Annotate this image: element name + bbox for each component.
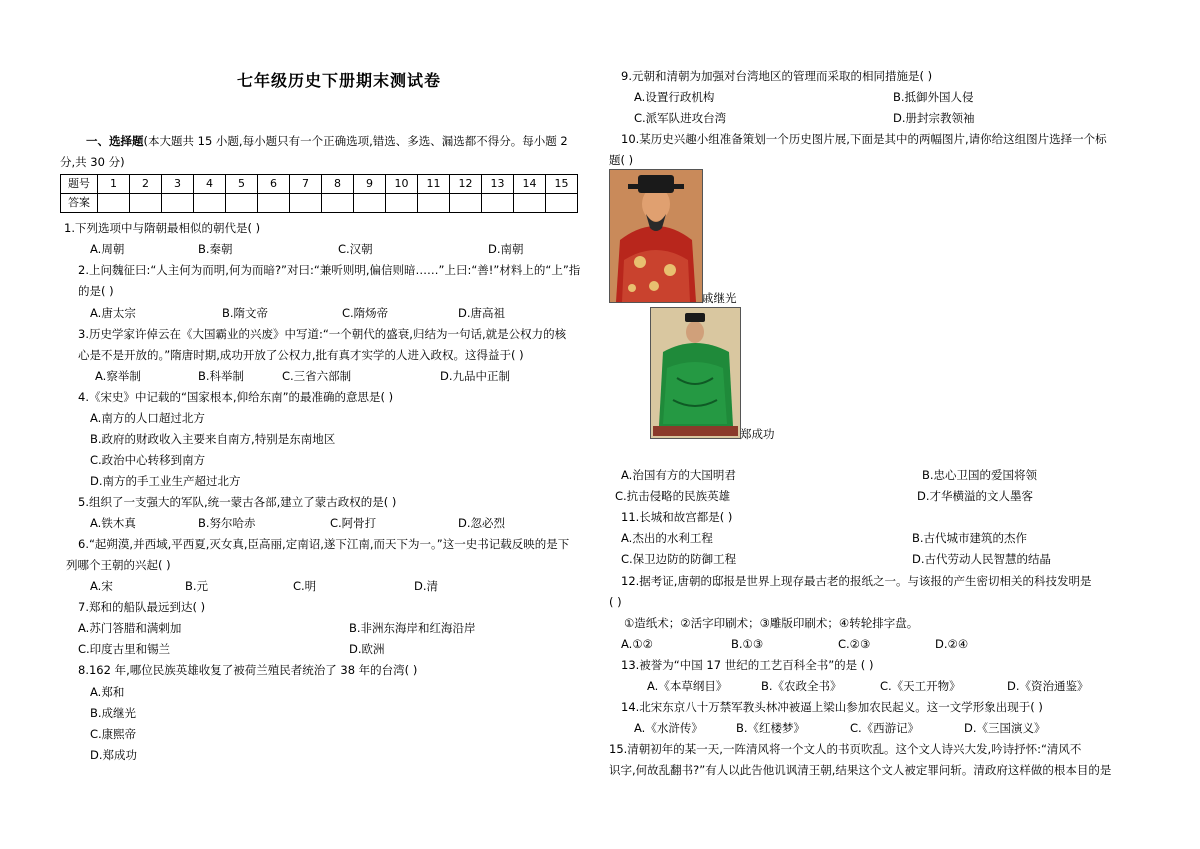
answer-cell[interactable] [546,194,578,213]
answer-cell[interactable] [194,194,226,213]
answer-table-number-row [61,175,578,194]
table-number-cell: 6 [258,175,290,194]
q14-option-a: A.《水浒传》 [634,721,703,735]
question-10-stem-cont: 题( ) [609,153,634,167]
caption-qi-jiguang: 戚继光 [702,291,737,305]
q5-option-b: B.努尔哈赤 [198,516,256,530]
answer-cell[interactable] [322,194,354,213]
table-number-cell: 8 [322,175,354,194]
answer-cell[interactable] [130,194,162,213]
answer-cell[interactable] [482,194,514,213]
table-number-cell: 9 [354,175,386,194]
q12-option-c: C.②③ [838,637,871,651]
question-2-stem-cont: 的是( ) [78,284,114,298]
q3-option-d: D.九品中正制 [440,369,511,383]
table-number-cell: 10 [386,175,418,194]
question-12-stem-cont: ( ) [609,595,622,609]
q7-option-d: D.欧洲 [349,642,385,656]
q12-option-b: B.①③ [731,637,764,651]
q4-option-b: B.政府的财政收入主要来自南方,特别是东南地区 [90,432,336,446]
question-5-stem: 5.组织了一支强大的军队,统一蒙古各部,建立了蒙古政权的是( ) [78,495,397,509]
q1-option-d: D.南朝 [488,242,524,256]
q4-option-d: D.南方的手工业生产超过北方 [90,474,241,488]
table-number-cell: 1 [98,175,130,194]
q1-option-b: B.秦朝 [198,242,233,256]
q8-option-d: D.郑成功 [90,748,138,762]
q10-option-b: B.忠心卫国的爱国将领 [922,468,1038,482]
table-number-cell: 4 [194,175,226,194]
q7-option-c: C.印度古里和锡兰 [78,642,171,656]
portrait-qi-jiguang-image [609,169,703,303]
q9-option-b: B.抵御外国人侵 [893,90,974,104]
section-heading: 一、选择题 [86,134,144,148]
answer-table [60,174,578,213]
answer-table-answer-row [61,194,578,213]
question-15-stem: 15.清朝初年的某一天,一阵清风将一个文人的书页吹乱。这个文人诗兴大发,吟诗抒怀:“清风不 [609,742,1082,756]
answer-cell[interactable] [386,194,418,213]
table-label-answer: 答案 [61,194,98,213]
question-13-stem: 13.被誉为“中国 17 世纪的工艺百科全书”的是 ( ) [621,658,874,672]
q10-option-a: A.治国有方的大国明君 [621,468,736,482]
question-3-stem: 3.历史学家许倬云在《大国霸业的兴废》中写道:“一个朝代的盛衰,归结为一句话,就是公权力的核 [78,327,567,341]
question-10-stem: 10.某历史兴趣小组准备策划一个历史图片展,下面是其中的两幅图片,请你给这组图片选择一个标 [621,132,1107,146]
q6-option-a: A.宋 [90,579,113,593]
table-number-cell: 14 [514,175,546,194]
q4-option-c: C.政治中心转移到南方 [90,453,206,467]
page-title: 七年级历史下册期末测试卷 [237,71,442,90]
question-12-items: ①造纸术；②活字印刷术；③雕版印刷术；④转轮排字盘。 [624,616,919,630]
caption-zheng-chenggong: 郑成功 [740,427,775,441]
q13-option-d: D.《资治通鉴》 [1007,679,1089,693]
q9-option-d: D.册封宗教领袖 [893,111,975,125]
answer-cell[interactable] [258,194,290,213]
answer-cell[interactable] [226,194,258,213]
question-12-stem: 12.据考证,唐朝的邸报是世界上现存最古老的报纸之一。与该报的产生密切相关的科技发明是 [621,574,1092,588]
q2-option-b: B.隋文帝 [222,306,269,320]
q6-option-d: D.清 [414,579,439,593]
q11-option-d: D.古代劳动人民智慧的结晶 [912,552,1052,566]
question-9-stem: 9.元朝和清朝为加强对台湾地区的管理而采取的相同措施是( ) [621,69,933,83]
table-number-cell: 13 [482,175,514,194]
q6-option-b: B.元 [185,579,209,593]
q13-option-a: A.《本草纲目》 [647,679,728,693]
answer-cell[interactable] [450,194,482,213]
q10-option-d: D.才华横溢的文人墨客 [917,489,1034,503]
table-number-cell: 7 [290,175,322,194]
table-number-cell: 15 [546,175,578,194]
q1-option-a: A.周朝 [90,242,125,256]
q14-option-c: C.《西游记》 [850,721,920,735]
answer-cell[interactable] [418,194,450,213]
question-14-stem: 14.北宋东京八十万禁军教头林冲被逼上梁山参加农民起义。这一文学形象出现于( ) [621,700,1043,714]
q5-option-c: C.阿骨打 [330,516,377,530]
q4-option-a: A.南方的人口超过北方 [90,411,205,425]
section-instructions-text: (本大题共 15 小题,每小题只有一个正确选项,错选、多选、漏选都不得分。每小题 2 [143,134,568,148]
question-1-stem: 1.下列选项中与隋朝最相似的朝代是( ) [64,221,261,235]
q11-option-a: A.杰出的水利工程 [621,531,713,545]
question-15-stem-cont: 识字,何故乱翻书?”有人以此告他讥讽清王朝,结果这个文人被定罪问斩。清政府这样做的根本目的是 [609,763,1112,777]
table-number-cell: 5 [226,175,258,194]
q6-option-c: C.明 [293,579,317,593]
q13-option-b: B.《农政全书》 [761,679,842,693]
q14-option-b: B.《红楼梦》 [736,721,806,735]
q12-option-a: A.①② [621,637,653,651]
q3-option-c: C.三省六部制 [282,369,352,383]
question-6-stem-cont: 列哪个王朝的兴起( ) [66,558,171,572]
portrait-qi-jiguang-drawing [610,170,702,302]
q2-option-c: C.隋炀帝 [342,306,389,320]
question-3-stem-cont: 心是不是开放的。”隋唐时期,成功开放了公权力,批有真才实学的人进入政权。这得益于( ) [78,348,524,362]
portrait-zheng-chenggong-drawing [651,308,740,438]
q5-option-d: D.忽必烈 [458,516,506,530]
q2-option-d: D.唐高祖 [458,306,506,320]
answer-cell[interactable] [162,194,194,213]
answer-cell[interactable] [290,194,322,213]
q7-option-b: B.非洲东海岸和红海沿岸 [349,621,476,635]
q2-option-a: A.唐太宗 [90,306,136,320]
q8-option-a: A.郑和 [90,685,125,699]
q13-option-c: C.《天工开物》 [880,679,961,693]
q11-option-c: C.保卫边防的防御工程 [621,552,737,566]
q8-option-b: B.成继光 [90,706,137,720]
q5-option-a: A.铁木真 [90,516,136,530]
q7-option-a: A.苏门答腊和满剌加 [78,621,182,635]
section-instructions-line2: 分,共 30 分) [60,155,125,169]
answer-cell[interactable] [98,194,130,213]
question-7-stem: 7.郑和的船队最远到达( ) [78,600,206,614]
table-number-cell: 11 [418,175,450,194]
table-label-number: 题号 [61,175,98,194]
q1-option-c: C.汉朝 [338,242,373,256]
question-11-stem: 11.长城和故宫都是( ) [621,510,733,524]
q3-option-a: A.察举制 [95,369,141,383]
q10-option-c: C.抗击侵略的民族英雄 [615,489,731,503]
question-2-stem: 2.上问魏征曰:“人主何为而明,何为而暗?”对曰:“兼听则明,偏信则暗……”上曰:“善!”材料上的“上”指 [78,263,581,277]
q8-option-c: C.康熙帝 [90,727,137,741]
q14-option-d: D.《三国演义》 [964,721,1046,735]
table-number-cell: 12 [450,175,482,194]
table-number-cell: 3 [162,175,194,194]
q11-option-b: B.古代城市建筑的杰作 [912,531,1028,545]
q12-option-d: D.②④ [935,637,969,651]
answer-cell[interactable] [514,194,546,213]
q3-option-b: B.科举制 [198,369,245,383]
table-number-cell: 2 [130,175,162,194]
q9-option-c: C.派军队进攻台湾 [634,111,727,125]
question-8-stem: 8.162 年,哪位民族英雄收复了被荷兰殖民者统治了 38 年的台湾( ) [78,663,418,677]
q9-option-a: A.设置行政机构 [634,90,715,104]
answer-cell[interactable] [354,194,386,213]
question-6-stem: 6.“起朔漠,并西域,平西夏,灭女真,臣高丽,定南诏,遂下江南,而天下为一。”这一史书记载反映的是下 [78,537,570,551]
section-instructions [86,133,568,149]
portrait-zheng-chenggong-image [650,307,741,439]
question-4-stem: 4.《宋史》中记载的“国家根本,仰给东南”的最准确的意思是( ) [78,390,394,404]
